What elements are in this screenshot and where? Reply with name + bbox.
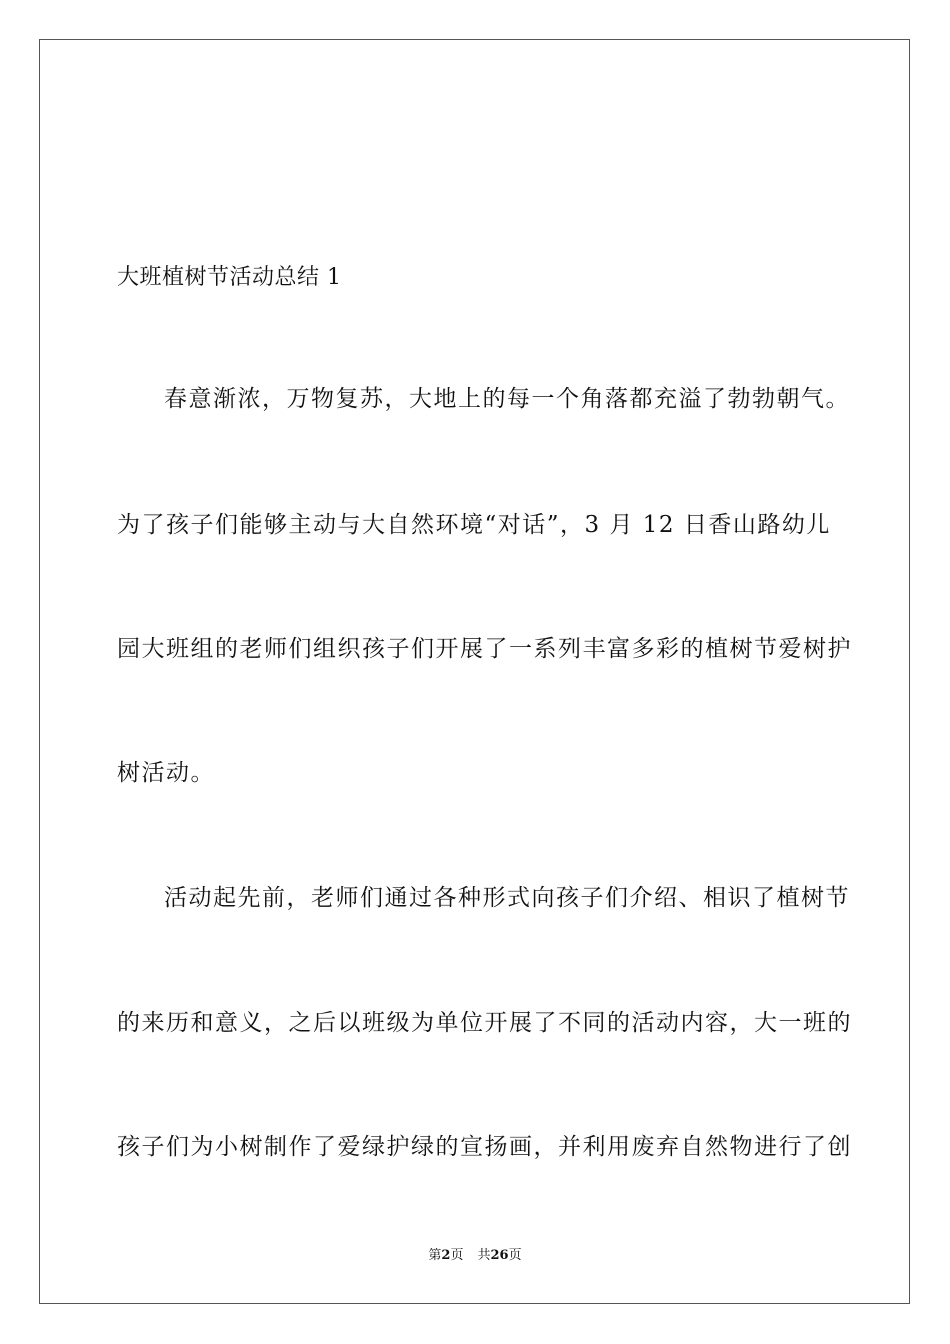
paragraph-2-line-2: 的来历和意义，之后以班级为单位开展了不同的活动内容，大一班的 <box>117 1010 852 1036</box>
footer-page-prefix: 第 <box>428 1248 442 1263</box>
footer-total-unit: 页 <box>508 1248 522 1263</box>
footer-page-unit: 页 <box>450 1248 464 1263</box>
paragraph-1-line-2: 为了孩子们能够主动与大自然环境“对话”，3 月 12 日香山路幼儿 <box>117 512 831 538</box>
page-border <box>39 39 910 1304</box>
paragraph-1-line-1: 春意渐浓，万物复苏，大地上的每一个角落都充溢了勃勃朝气。 <box>164 386 850 412</box>
paragraph-1-line-4: 树活动。 <box>117 760 215 786</box>
page-footer <box>0 1247 950 1265</box>
footer-total-prefix: 共 <box>477 1248 491 1263</box>
footer-page-current: 2 <box>441 1248 451 1263</box>
paragraph-1-line-3: 园大班组的老师们组织孩子们开展了一系列丰富多彩的植树节爱树护 <box>117 636 852 662</box>
footer-page-total: 26 <box>490 1248 509 1263</box>
paragraph-2-line-3: 孩子们为小树制作了爱绿护绿的宣扬画，并利用废弃自然物进行了创 <box>117 1134 852 1160</box>
document-title: 大班植树节活动总结 1 <box>117 265 342 290</box>
paragraph-2-line-1: 活动起先前，老师们通过各种形式向孩子们介绍、相识了植树节 <box>164 885 850 911</box>
